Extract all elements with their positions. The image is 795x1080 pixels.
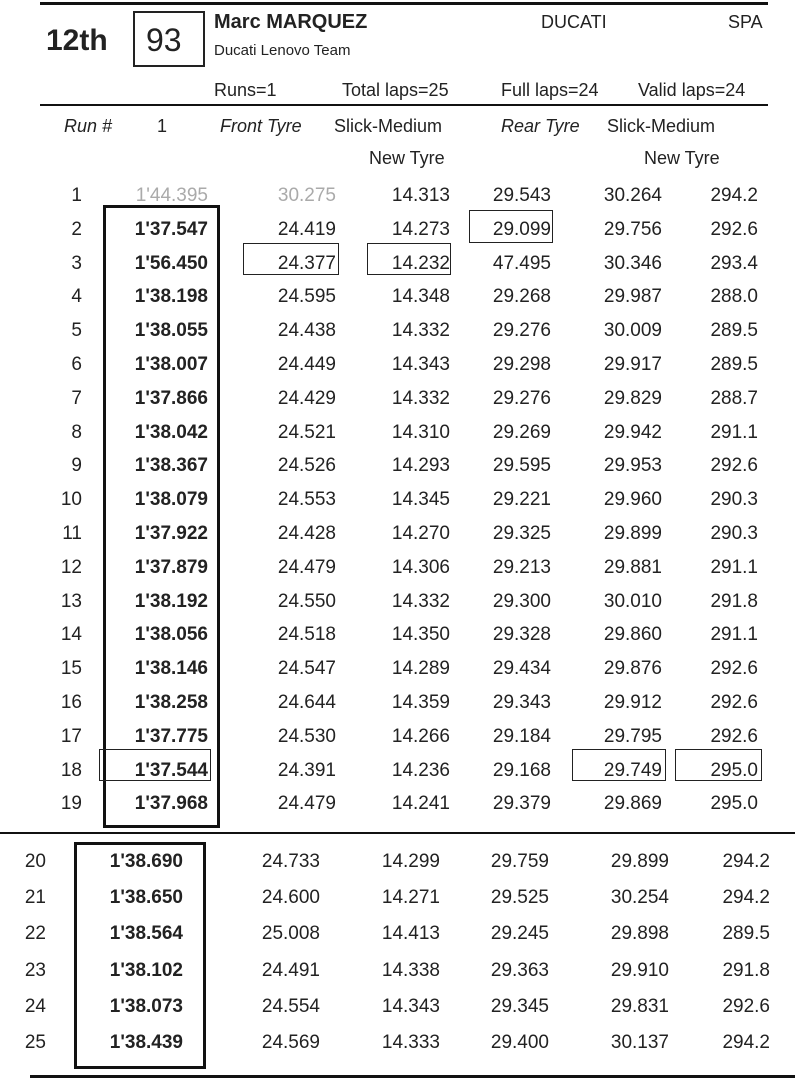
lap-number: 24 bbox=[24, 995, 46, 1017]
sector-1: 24.419 bbox=[277, 218, 336, 240]
sector-3: 29.595 bbox=[492, 455, 551, 477]
sector-4: 30.264 bbox=[603, 185, 662, 206]
lap-time: 1'38.439 bbox=[109, 1032, 183, 1053]
lap-time: 1'37.547 bbox=[134, 218, 208, 240]
team-name: Ducati Lenovo Team bbox=[214, 42, 351, 59]
sector-1: 24.438 bbox=[277, 320, 336, 342]
lap-time: 1'37.968 bbox=[134, 793, 208, 815]
lap-time: 1'37.879 bbox=[134, 556, 208, 578]
position-label: 12th bbox=[46, 24, 108, 57]
lap-number: 1 bbox=[71, 185, 82, 206]
run-label: Run # bbox=[64, 116, 113, 136]
sector-2: 14.350 bbox=[391, 624, 450, 646]
sector-4: 29.860 bbox=[603, 624, 662, 646]
sector-4: 29.953 bbox=[603, 455, 662, 477]
lap-time: 1'38.690 bbox=[109, 851, 183, 872]
sector-1: 24.569 bbox=[261, 1032, 320, 1053]
top-speed: 292.6 bbox=[710, 218, 758, 240]
top-speed: 295.0 bbox=[710, 759, 758, 781]
top-speed: 291.1 bbox=[710, 624, 758, 646]
lap-number: 5 bbox=[71, 320, 82, 342]
sector-2: 14.299 bbox=[381, 851, 440, 872]
sector-2: 14.289 bbox=[391, 658, 450, 680]
sector-4: 29.917 bbox=[603, 354, 662, 375]
top-speed: 291.1 bbox=[710, 421, 758, 443]
lap-number: 2 bbox=[71, 218, 82, 240]
sector-3: 29.300 bbox=[492, 590, 551, 612]
sector-1: 30.275 bbox=[277, 185, 336, 206]
lap-number: 14 bbox=[60, 624, 82, 646]
sector-3: 29.213 bbox=[492, 556, 551, 578]
sector-2: 14.310 bbox=[391, 421, 450, 443]
lap-time: 1'44.395 bbox=[135, 185, 208, 206]
sector-1: 24.479 bbox=[277, 556, 336, 578]
lap-number: 3 bbox=[71, 252, 82, 274]
lap-time: 1'38.198 bbox=[134, 286, 208, 308]
lap-number: 12 bbox=[60, 556, 82, 578]
sector-1: 24.377 bbox=[277, 252, 336, 274]
bottom-rule bbox=[30, 1075, 795, 1078]
sector-3: 29.325 bbox=[492, 523, 551, 544]
lap-time: 1'38.102 bbox=[109, 959, 183, 981]
sector-4: 29.987 bbox=[603, 286, 662, 308]
sector-2: 14.359 bbox=[391, 692, 450, 713]
sector-1: 24.526 bbox=[277, 455, 336, 477]
lap-number: 9 bbox=[71, 455, 82, 477]
sector-4: 29.912 bbox=[603, 692, 662, 713]
top-speed: 293.4 bbox=[710, 252, 758, 274]
sector-2: 14.332 bbox=[391, 387, 450, 409]
rider-number: 93 bbox=[146, 22, 182, 58]
rear-tyre-state: New Tyre bbox=[644, 148, 720, 168]
sector-4: 30.010 bbox=[603, 590, 662, 612]
sector-3: 29.379 bbox=[492, 793, 551, 815]
sector-4: 30.009 bbox=[603, 320, 662, 342]
lap-time: 1'38.367 bbox=[134, 455, 208, 477]
front-tyre-state: New Tyre bbox=[369, 148, 445, 168]
sector-4: 29.910 bbox=[610, 959, 669, 981]
sector-3: 29.345 bbox=[490, 995, 549, 1017]
sector-1: 24.429 bbox=[277, 387, 336, 409]
sector-2: 14.293 bbox=[391, 455, 450, 477]
sector-3: 29.221 bbox=[492, 489, 551, 511]
top-speed: 288.0 bbox=[710, 286, 758, 308]
top-speed: 292.6 bbox=[710, 725, 758, 747]
front-tyre-value: Slick-Medium bbox=[334, 116, 443, 136]
sector-1: 24.428 bbox=[277, 523, 336, 544]
sector-4: 30.137 bbox=[610, 1032, 669, 1053]
lap-number: 23 bbox=[24, 959, 46, 981]
sector-4: 29.756 bbox=[603, 218, 662, 240]
lap-number: 8 bbox=[71, 421, 82, 443]
lap-time: 1'37.544 bbox=[134, 759, 208, 781]
sector-3: 29.099 bbox=[492, 218, 551, 240]
total-laps: Total laps=25 bbox=[342, 80, 449, 100]
sector-3: 29.269 bbox=[492, 421, 551, 443]
sector-3: 47.495 bbox=[492, 252, 551, 274]
sector-3: 29.298 bbox=[492, 354, 551, 375]
sector-2: 14.343 bbox=[381, 995, 440, 1017]
sector-2: 14.273 bbox=[391, 218, 450, 240]
sector-1: 24.491 bbox=[261, 959, 320, 981]
sector-4: 29.942 bbox=[603, 421, 662, 443]
sector-4: 29.869 bbox=[603, 793, 662, 815]
full-laps: Full laps=24 bbox=[501, 80, 599, 100]
runs-count: Runs=1 bbox=[214, 80, 277, 100]
sector-3: 29.276 bbox=[492, 320, 551, 342]
lap-number: 4 bbox=[71, 286, 82, 308]
sector-4: 29.749 bbox=[603, 759, 662, 781]
sector-1: 24.644 bbox=[277, 692, 336, 713]
sector-3: 29.434 bbox=[492, 658, 551, 680]
sector-4: 29.899 bbox=[603, 523, 662, 544]
sector-2: 14.241 bbox=[391, 793, 450, 815]
sector-2: 14.236 bbox=[391, 759, 450, 781]
lap-time: 1'38.650 bbox=[109, 887, 183, 909]
sector-2: 14.306 bbox=[391, 556, 450, 578]
lap-number: 22 bbox=[24, 923, 46, 945]
lap-number: 19 bbox=[60, 793, 82, 815]
top-speed: 294.2 bbox=[722, 887, 770, 909]
lap-time: 1'38.056 bbox=[134, 624, 208, 646]
lap-time: 1'56.450 bbox=[134, 252, 208, 274]
sector-2: 14.345 bbox=[391, 489, 450, 511]
sector-4: 29.960 bbox=[603, 489, 662, 511]
top-speed: 289.5 bbox=[710, 354, 758, 375]
sector-3: 29.543 bbox=[492, 185, 551, 206]
sector-4: 29.898 bbox=[610, 923, 669, 945]
sector-1: 24.530 bbox=[277, 725, 336, 747]
top-speed: 292.6 bbox=[710, 455, 758, 477]
lap-time: 1'38.146 bbox=[134, 658, 208, 680]
best-laptime-box bbox=[99, 749, 211, 781]
sector-4: 29.831 bbox=[610, 995, 669, 1017]
lap-number: 11 bbox=[62, 523, 82, 544]
top-speed: 295.0 bbox=[710, 793, 758, 815]
sector-1: 24.391 bbox=[277, 759, 336, 781]
sector-3: 29.184 bbox=[492, 725, 551, 747]
rear-tyre-value: Slick-Medium bbox=[607, 116, 716, 136]
top-speed: 289.5 bbox=[710, 320, 758, 342]
header-rule bbox=[40, 104, 768, 106]
sector-2: 14.413 bbox=[381, 923, 440, 945]
lap-number: 18 bbox=[60, 759, 82, 781]
lap-number: 25 bbox=[24, 1032, 46, 1053]
run-value: 1 bbox=[157, 116, 168, 136]
sector-3: 29.759 bbox=[490, 851, 549, 872]
top-speed: 294.2 bbox=[722, 1032, 770, 1053]
front-tyre-label: Front Tyre bbox=[220, 116, 302, 136]
best-sector4-box bbox=[572, 749, 666, 781]
lap-time: 1'37.775 bbox=[134, 725, 208, 747]
lap-number: 16 bbox=[60, 692, 82, 713]
sector-2: 14.232 bbox=[391, 252, 450, 274]
sector-2: 14.332 bbox=[391, 320, 450, 342]
top-speed: 289.5 bbox=[722, 923, 770, 945]
top-speed: 292.6 bbox=[722, 995, 770, 1017]
sector-1: 24.449 bbox=[277, 354, 336, 375]
sector-2: 14.266 bbox=[391, 725, 450, 747]
sector-4: 30.254 bbox=[610, 887, 669, 909]
lap-number: 6 bbox=[71, 354, 82, 375]
laptime-highlight-upper bbox=[103, 205, 220, 828]
top-rule bbox=[40, 2, 768, 5]
sector-3: 29.343 bbox=[492, 692, 551, 713]
top-speed: 294.2 bbox=[710, 185, 758, 206]
top-speed: 288.7 bbox=[710, 387, 758, 409]
sector-4: 29.795 bbox=[603, 725, 662, 747]
sector-2: 14.333 bbox=[381, 1032, 440, 1053]
sector-2: 14.270 bbox=[391, 523, 450, 544]
lap-time: 1'38.079 bbox=[134, 489, 208, 511]
sector-2: 14.313 bbox=[391, 185, 450, 206]
lap-number: 10 bbox=[60, 489, 82, 511]
sector-2: 14.338 bbox=[381, 959, 440, 981]
sector-3: 29.328 bbox=[492, 624, 551, 646]
lap-number: 17 bbox=[60, 725, 82, 747]
sector-3: 29.268 bbox=[492, 286, 551, 308]
rider-name: Marc MARQUEZ bbox=[214, 11, 368, 33]
top-speed: 291.1 bbox=[710, 556, 758, 578]
top-speed: 290.3 bbox=[710, 489, 758, 511]
lap-number: 20 bbox=[24, 851, 46, 872]
sector-3: 29.245 bbox=[490, 923, 549, 945]
rear-tyre-label: Rear Tyre bbox=[501, 116, 580, 136]
sector-4: 29.881 bbox=[603, 556, 662, 578]
lap-time: 1'38.042 bbox=[134, 421, 208, 443]
sector-1: 24.479 bbox=[277, 793, 336, 815]
sector-1: 24.521 bbox=[277, 421, 336, 443]
lap-time: 1'38.007 bbox=[134, 354, 208, 375]
nation: SPA bbox=[728, 12, 763, 32]
lap-number: 13 bbox=[60, 590, 82, 612]
sector-3: 29.168 bbox=[492, 759, 551, 781]
sector-1: 24.554 bbox=[261, 995, 320, 1017]
sector-2: 14.271 bbox=[381, 887, 440, 909]
best-sector1-box bbox=[243, 243, 339, 275]
sector-1: 24.595 bbox=[277, 286, 336, 308]
top-speed: 291.8 bbox=[722, 959, 770, 981]
sector-1: 25.008 bbox=[261, 923, 320, 945]
lap-time: 1'37.866 bbox=[134, 387, 208, 409]
sector-3: 29.525 bbox=[490, 887, 549, 909]
sector-2: 14.343 bbox=[391, 354, 450, 375]
top-speed: 292.6 bbox=[710, 692, 758, 713]
sector-1: 24.733 bbox=[261, 851, 320, 872]
best-sector2-box bbox=[367, 243, 451, 275]
manufacturer: DUCATI bbox=[541, 12, 607, 32]
sector-4: 29.899 bbox=[610, 851, 669, 872]
section-rule bbox=[0, 832, 795, 834]
lap-number: 21 bbox=[24, 887, 46, 909]
lap-time: 1'38.564 bbox=[109, 923, 183, 945]
lap-time: 1'38.192 bbox=[134, 590, 208, 612]
top-speed: 292.6 bbox=[710, 658, 758, 680]
best-sector3-box bbox=[469, 210, 553, 243]
valid-laps: Valid laps=24 bbox=[638, 80, 746, 100]
sector-4: 29.876 bbox=[603, 658, 662, 680]
lap-time: 1'38.073 bbox=[109, 995, 183, 1017]
sector-1: 24.518 bbox=[277, 624, 336, 646]
sector-1: 24.547 bbox=[277, 658, 336, 680]
sector-4: 29.829 bbox=[603, 387, 662, 409]
sector-3: 29.400 bbox=[490, 1032, 549, 1053]
sector-2: 14.348 bbox=[391, 286, 450, 308]
sector-4: 30.346 bbox=[603, 252, 662, 274]
lap-time: 1'38.258 bbox=[134, 692, 208, 713]
top-speed: 291.8 bbox=[710, 590, 758, 612]
top-speed: 290.3 bbox=[710, 523, 758, 544]
lap-number: 7 bbox=[71, 387, 82, 409]
lap-number: 15 bbox=[60, 658, 82, 680]
sector-1: 24.550 bbox=[277, 590, 336, 612]
lap-time: 1'37.922 bbox=[134, 523, 208, 544]
top-speed: 294.2 bbox=[722, 851, 770, 872]
sector-3: 29.363 bbox=[490, 959, 549, 981]
lap-time: 1'38.055 bbox=[134, 320, 208, 342]
laptime-highlight-lower bbox=[74, 842, 206, 1069]
top-speed-box bbox=[675, 749, 762, 781]
sector-2: 14.332 bbox=[391, 590, 450, 612]
sector-3: 29.276 bbox=[492, 387, 551, 409]
sector-1: 24.600 bbox=[261, 887, 320, 909]
sector-1: 24.553 bbox=[277, 489, 336, 511]
